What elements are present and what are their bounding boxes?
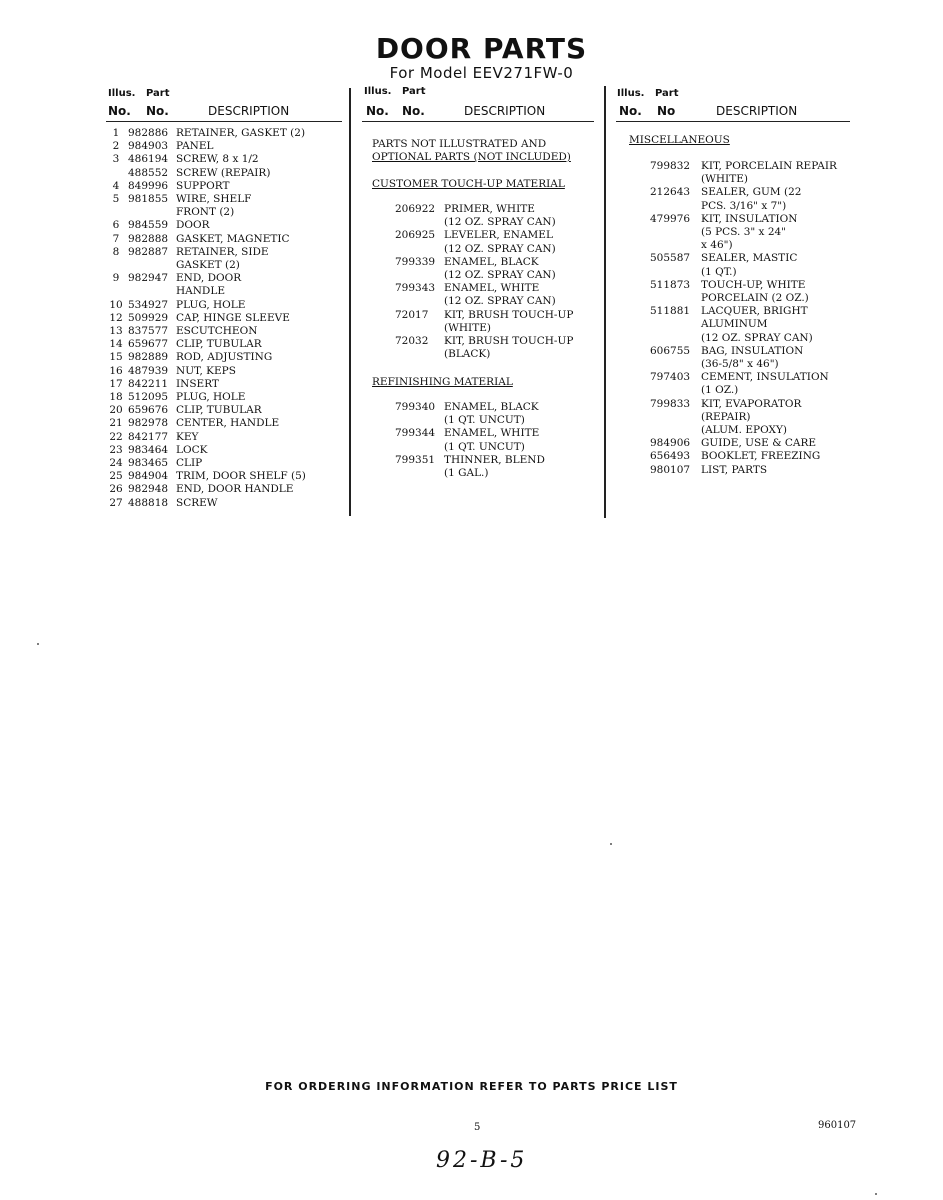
part-number: 799343 bbox=[395, 282, 436, 295]
table-row bbox=[104, 351, 306, 364]
part-description: PCS. 3/16" x 7") bbox=[701, 199, 787, 212]
col2-header-no1: No. bbox=[366, 104, 389, 118]
table-row bbox=[650, 371, 837, 384]
part-number: 799351 bbox=[395, 453, 436, 466]
part-number: 982889 bbox=[128, 351, 169, 364]
table-row bbox=[104, 497, 306, 510]
part-number: 206922 bbox=[395, 203, 436, 215]
table-row bbox=[104, 299, 306, 312]
col2-section-refinishing: REFINISHING MATERIAL bbox=[372, 376, 513, 388]
scan-speck bbox=[37, 643, 39, 645]
illus-number: 10 bbox=[109, 298, 123, 311]
part-description: END, DOOR HANDLE bbox=[176, 483, 294, 496]
table-row bbox=[650, 173, 837, 186]
part-number: 511881 bbox=[650, 305, 691, 318]
table-row bbox=[395, 216, 573, 229]
illus-number: 6 bbox=[112, 219, 120, 232]
col1-header-description: DESCRIPTION bbox=[208, 104, 290, 118]
part-number: 849996 bbox=[128, 179, 169, 192]
part-description: (ALUM. EPOXY) bbox=[701, 424, 788, 437]
part-description: CLIP bbox=[176, 457, 203, 470]
part-number: 982888 bbox=[128, 232, 169, 245]
table-row bbox=[104, 272, 306, 285]
col2-refinishing-list bbox=[395, 401, 545, 480]
part-description: (36-5/8" x 46") bbox=[701, 358, 779, 371]
table-row bbox=[104, 246, 306, 259]
col2-header-no2: No. bbox=[402, 104, 425, 118]
part-description: SCREW (REPAIR) bbox=[176, 166, 271, 179]
illus-number: 8 bbox=[112, 245, 120, 258]
col2-touchup-list bbox=[395, 203, 573, 361]
part-number: 659677 bbox=[128, 338, 169, 351]
table-row bbox=[650, 318, 837, 331]
part-number: 799344 bbox=[395, 427, 436, 440]
table-row bbox=[395, 401, 545, 414]
part-number: 509929 bbox=[128, 311, 169, 324]
part-number: 842177 bbox=[128, 430, 169, 443]
part-description: SEALER, MASTIC bbox=[701, 252, 798, 265]
col3-section-miscellaneous: MISCELLANEOUS bbox=[629, 134, 730, 146]
page-number: 5 bbox=[474, 1122, 481, 1133]
part-description: KIT, EVAPORATOR bbox=[701, 397, 802, 410]
part-description: ESCUTCHEON bbox=[176, 325, 258, 338]
handwritten-note: 92-B-5 bbox=[436, 1148, 528, 1173]
part-description: INSERT bbox=[176, 377, 219, 390]
part-number: 982947 bbox=[128, 272, 169, 285]
part-number: 511873 bbox=[650, 278, 691, 291]
part-number: 984906 bbox=[650, 437, 691, 450]
col3-header-no1: No. bbox=[619, 104, 642, 118]
part-number: 982978 bbox=[128, 417, 169, 430]
part-number: 984559 bbox=[128, 219, 169, 232]
part-description: CENTER, HANDLE bbox=[176, 417, 280, 430]
illus-number: 12 bbox=[109, 311, 123, 324]
table-row bbox=[104, 285, 306, 298]
part-description: SUPPORT bbox=[176, 179, 230, 192]
part-description: x 46") bbox=[701, 239, 733, 252]
col1-header-illus: Illus. bbox=[108, 88, 136, 99]
part-description: KIT, PORCELAIN REPAIR bbox=[701, 160, 837, 172]
part-description: (12 OZ. SPRAY CAN) bbox=[444, 242, 556, 255]
part-number: 488818 bbox=[128, 496, 169, 509]
col1-header-part: Part bbox=[146, 88, 170, 99]
part-description: (1 OZ.) bbox=[701, 384, 739, 397]
part-description: LIST, PARTS bbox=[701, 463, 768, 476]
table-row bbox=[650, 305, 837, 318]
table-row bbox=[650, 384, 837, 397]
illus-number: 22 bbox=[109, 430, 123, 443]
part-number: 980107 bbox=[650, 463, 691, 476]
col3-header-description: DESCRIPTION bbox=[716, 104, 798, 118]
table-row bbox=[395, 243, 573, 256]
table-row bbox=[650, 239, 837, 252]
part-description: (WHITE) bbox=[444, 321, 491, 334]
table-row bbox=[104, 338, 306, 351]
col2-header-part: Part bbox=[402, 86, 426, 97]
part-description: RETAINER, GASKET (2) bbox=[176, 127, 306, 139]
part-description: DOOR bbox=[176, 219, 210, 232]
scan-speck bbox=[875, 1193, 877, 1195]
part-description: ENAMEL, WHITE bbox=[444, 282, 540, 295]
part-description: BAG, INSULATION bbox=[701, 344, 804, 357]
col2-header-description: DESCRIPTION bbox=[464, 104, 546, 118]
part-description: (12 OZ. SPRAY CAN) bbox=[444, 216, 556, 229]
illus-number: 23 bbox=[109, 443, 123, 456]
table-row bbox=[104, 206, 306, 219]
part-description: (12 OZ. SPRAY CAN) bbox=[701, 331, 813, 344]
part-description: ENAMEL, WHITE bbox=[444, 427, 540, 440]
table-row bbox=[104, 483, 306, 496]
table-row bbox=[395, 335, 573, 348]
part-description: GUIDE, USE & CARE bbox=[701, 437, 817, 450]
table-row bbox=[650, 213, 837, 226]
col3-misc-list bbox=[650, 160, 837, 477]
part-description: SEALER, GUM (22 bbox=[701, 186, 802, 199]
illus-number: 4 bbox=[112, 179, 120, 192]
illus-number: 14 bbox=[109, 338, 123, 351]
table-row bbox=[395, 441, 545, 454]
part-description: (WHITE) bbox=[701, 173, 748, 186]
table-row bbox=[104, 312, 306, 325]
table-row bbox=[650, 345, 837, 358]
part-description: GASKET (2) bbox=[176, 259, 240, 272]
illus-number: 5 bbox=[112, 193, 120, 206]
part-description: ALUMINUM bbox=[701, 318, 768, 331]
col3-header-part: Part bbox=[655, 88, 679, 99]
part-number: 982948 bbox=[128, 483, 169, 496]
part-description: KIT, INSULATION bbox=[701, 212, 798, 225]
part-number: 488552 bbox=[128, 166, 169, 179]
part-description: KIT, BRUSH TOUCH-UP bbox=[444, 335, 574, 348]
part-description: TRIM, DOOR SHELF (5) bbox=[176, 470, 306, 483]
part-description: KEY bbox=[176, 430, 199, 443]
part-number: 981855 bbox=[128, 193, 169, 206]
part-description: THINNER, BLEND bbox=[444, 453, 545, 466]
table-row bbox=[650, 424, 837, 437]
illus-number: 2 bbox=[112, 140, 120, 153]
part-number: 837577 bbox=[128, 325, 169, 338]
part-description: SCREW, 8 x 1/2 bbox=[176, 153, 259, 166]
part-description: (5 PCS. 3" x 24" bbox=[701, 226, 787, 239]
col3-header-illus: Illus. bbox=[617, 88, 645, 99]
part-number: 983464 bbox=[128, 443, 169, 456]
part-number: 842211 bbox=[128, 377, 169, 390]
table-row bbox=[395, 427, 545, 440]
part-number: 505587 bbox=[650, 252, 691, 265]
part-number: 72017 bbox=[395, 308, 429, 321]
table-row bbox=[650, 398, 837, 411]
part-description: (1 QT.) bbox=[701, 265, 737, 278]
part-number: 479976 bbox=[650, 212, 691, 225]
illus-number: 27 bbox=[109, 496, 123, 509]
part-description: TOUCH-UP, WHITE bbox=[701, 278, 806, 291]
part-number: 799339 bbox=[395, 255, 436, 268]
part-description: (12 OZ. SPRAY CAN) bbox=[444, 295, 556, 308]
col1-header-no1: No. bbox=[108, 104, 131, 118]
illus-number: 16 bbox=[109, 364, 123, 377]
table-row bbox=[650, 464, 837, 477]
table-row bbox=[395, 229, 573, 242]
table-row bbox=[104, 180, 306, 193]
part-description: PANEL bbox=[176, 140, 214, 153]
table-row bbox=[650, 358, 837, 371]
col1-parts-list bbox=[104, 127, 306, 510]
part-description: (12 OZ. SPRAY CAN) bbox=[444, 269, 556, 282]
table-row bbox=[395, 256, 573, 269]
table-row bbox=[650, 450, 837, 463]
table-row bbox=[650, 226, 837, 239]
illus-number: 24 bbox=[109, 457, 123, 470]
table-row bbox=[650, 160, 837, 173]
part-number: 72032 bbox=[395, 335, 429, 348]
col2-header-rule bbox=[362, 121, 594, 122]
part-description: CAP, HINGE SLEEVE bbox=[176, 311, 290, 324]
table-row bbox=[395, 414, 545, 427]
table-row bbox=[104, 127, 306, 140]
part-description: CEMENT, INSULATION bbox=[701, 371, 829, 384]
part-description: PLUG, HOLE bbox=[176, 298, 246, 311]
part-description: LACQUER, BRIGHT bbox=[701, 305, 808, 318]
part-description: LEVELER, ENAMEL bbox=[444, 229, 553, 242]
part-description: WIRE, SHELF bbox=[176, 193, 252, 206]
table-row bbox=[104, 378, 306, 391]
table-row bbox=[104, 444, 306, 457]
column-divider-2 bbox=[604, 86, 606, 518]
table-row bbox=[395, 295, 573, 308]
part-number: 486194 bbox=[128, 153, 169, 166]
col2-intro-line2: OPTIONAL PARTS (NOT INCLUDED) bbox=[372, 151, 571, 163]
part-number: 212643 bbox=[650, 186, 691, 199]
part-description: FRONT (2) bbox=[176, 206, 235, 219]
part-description: (1 QT. UNCUT) bbox=[444, 414, 525, 427]
part-number: 982886 bbox=[128, 127, 169, 139]
part-description: PORCELAIN (2 OZ.) bbox=[701, 292, 809, 305]
illus-number: 3 bbox=[112, 153, 120, 166]
table-row bbox=[104, 457, 306, 470]
table-row bbox=[650, 186, 837, 199]
table-row bbox=[395, 467, 545, 480]
illus-number: 15 bbox=[109, 351, 123, 364]
illus-number: 20 bbox=[109, 404, 123, 417]
table-row bbox=[104, 470, 306, 483]
part-number: 797403 bbox=[650, 371, 691, 384]
illus-number: 13 bbox=[109, 325, 123, 338]
table-row bbox=[395, 454, 545, 467]
table-row bbox=[104, 404, 306, 417]
table-row bbox=[650, 437, 837, 450]
part-number: 606755 bbox=[650, 344, 691, 357]
part-description: KIT, BRUSH TOUCH-UP bbox=[444, 308, 574, 321]
table-row bbox=[650, 279, 837, 292]
part-description: ROD, ADJUSTING bbox=[176, 351, 273, 364]
part-number: 659676 bbox=[128, 404, 169, 417]
part-description: RETAINER, SIDE bbox=[176, 245, 269, 258]
part-number: 512095 bbox=[128, 391, 169, 404]
part-number: 206925 bbox=[395, 229, 436, 242]
illus-number: 7 bbox=[112, 232, 120, 245]
table-row bbox=[104, 140, 306, 153]
illus-number: 26 bbox=[109, 483, 123, 496]
part-number: 982887 bbox=[128, 245, 169, 258]
table-row bbox=[650, 292, 837, 305]
col2-intro-line1: PARTS NOT ILLUSTRATED AND bbox=[372, 138, 547, 150]
col2-section-customer-touchup: CUSTOMER TOUCH-UP MATERIAL bbox=[372, 178, 565, 190]
part-description: PLUG, HOLE bbox=[176, 391, 246, 404]
col1-header-no2: No. bbox=[146, 104, 169, 118]
table-row bbox=[395, 309, 573, 322]
table-row bbox=[650, 332, 837, 345]
part-number: 799832 bbox=[650, 160, 691, 172]
part-description: ENAMEL, BLACK bbox=[444, 401, 539, 413]
part-description: ENAMEL, BLACK bbox=[444, 255, 539, 268]
page-subtitle: For Model EEV271FW-0 bbox=[389, 64, 574, 82]
col1-header-rule bbox=[106, 121, 342, 122]
col3-header-rule bbox=[616, 121, 850, 122]
part-number: 487939 bbox=[128, 364, 169, 377]
table-row bbox=[395, 203, 573, 216]
col2-header-illus: Illus. bbox=[364, 86, 392, 97]
part-description: END, DOOR bbox=[176, 272, 242, 285]
document-code: 960107 bbox=[818, 1120, 857, 1131]
table-row bbox=[104, 325, 306, 338]
illus-number: 9 bbox=[112, 272, 120, 285]
part-description: GASKET, MAGNETIC bbox=[176, 232, 290, 245]
table-row bbox=[395, 322, 573, 335]
table-row bbox=[395, 282, 573, 295]
table-row bbox=[395, 269, 573, 282]
scan-speck bbox=[610, 843, 612, 845]
table-row bbox=[104, 167, 306, 180]
table-row bbox=[395, 348, 573, 361]
part-number: 984903 bbox=[128, 140, 169, 153]
part-description: HANDLE bbox=[176, 285, 225, 298]
ordering-info-footer: FOR ORDERING INFORMATION REFER TO PARTS PRICE LIST bbox=[265, 1080, 678, 1093]
table-row bbox=[104, 431, 306, 444]
part-description: (REPAIR) bbox=[701, 410, 751, 423]
col3-header-no2: No bbox=[657, 104, 676, 118]
part-description: CLIP, TUBULAR bbox=[176, 404, 262, 417]
part-description: (1 GAL.) bbox=[444, 467, 489, 480]
table-row bbox=[104, 153, 306, 166]
illus-number: 1 bbox=[112, 127, 120, 139]
part-description: NUT, KEPS bbox=[176, 364, 236, 377]
part-number: 534927 bbox=[128, 298, 169, 311]
illus-number: 18 bbox=[109, 391, 123, 404]
part-description: PRIMER, WHITE bbox=[444, 203, 535, 215]
table-row bbox=[650, 200, 837, 213]
table-row bbox=[104, 259, 306, 272]
illus-number: 25 bbox=[109, 470, 123, 483]
table-row bbox=[104, 365, 306, 378]
illus-number: 21 bbox=[109, 417, 123, 430]
part-number: 656493 bbox=[650, 450, 691, 463]
part-number: 799340 bbox=[395, 401, 436, 413]
part-description: (BLACK) bbox=[444, 348, 491, 361]
part-description: (1 QT. UNCUT) bbox=[444, 440, 525, 453]
part-description: CLIP, TUBULAR bbox=[176, 338, 262, 351]
part-description: SCREW bbox=[176, 496, 218, 509]
column-divider-1 bbox=[349, 88, 351, 516]
table-row bbox=[104, 219, 306, 232]
illus-number: 17 bbox=[109, 377, 123, 390]
table-row bbox=[650, 252, 837, 265]
table-row bbox=[104, 193, 306, 206]
table-row bbox=[650, 411, 837, 424]
part-number: 983465 bbox=[128, 457, 169, 470]
table-row bbox=[104, 391, 306, 404]
page-title: DOOR PARTS bbox=[375, 32, 588, 65]
table-row bbox=[650, 266, 837, 279]
table-row bbox=[104, 417, 306, 430]
part-number: 984904 bbox=[128, 470, 169, 483]
part-description: BOOKLET, FREEZING bbox=[701, 450, 821, 463]
table-row bbox=[104, 233, 306, 246]
part-number: 799833 bbox=[650, 397, 691, 410]
part-description: LOCK bbox=[176, 443, 208, 456]
